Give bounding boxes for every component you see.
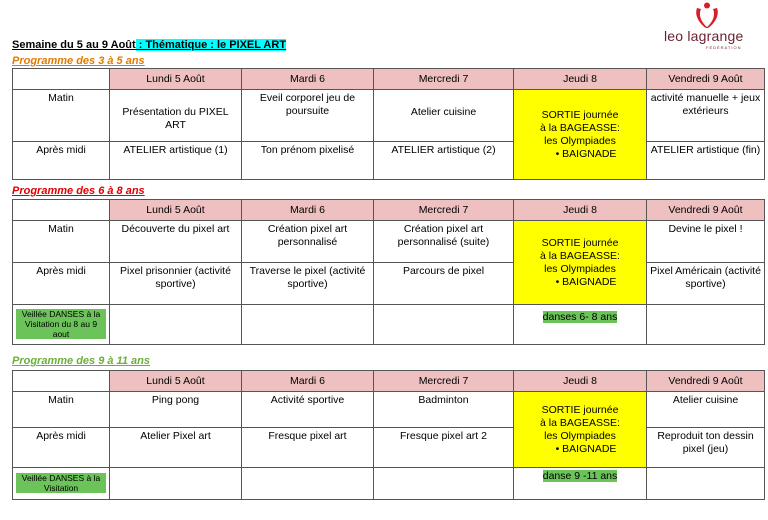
schedule-3-5 <box>12 68 765 180</box>
sortie-bullet: • BAIGNADE <box>555 275 617 288</box>
danses-cell <box>514 468 647 500</box>
veillee-cell <box>13 305 110 345</box>
veillee-label: Veillée DANSES à la Visitation <box>16 473 106 493</box>
row-label-matin: Matin <box>13 392 110 428</box>
activity-cell: Ping pong <box>110 392 242 428</box>
day-header: Mercredi 7 <box>374 371 514 392</box>
week-title: Semaine du 5 au 9 Août <box>12 39 136 51</box>
veillee-label: Veillée DANSES à la Visitation du 8 au 9 aout <box>16 309 106 339</box>
veillee-cell <box>13 468 110 500</box>
day-header: Vendredi 9 Août <box>647 200 765 221</box>
activity-cell: Ton prénom pixelisé <box>242 142 374 180</box>
activity-cell: ATELIER artistique (fin) <box>647 142 765 180</box>
empty-cell <box>647 468 765 500</box>
programme-3-5-title: Programme des 3 à 5 ans <box>12 55 145 67</box>
empty-cell <box>242 305 374 345</box>
sortie-line: à la BAGEASSE: <box>540 249 620 262</box>
empty-cell <box>374 468 514 500</box>
sortie-line: à la BAGEASSE: <box>540 416 620 429</box>
logo-subtitle: FÉDÉRATION <box>706 45 742 50</box>
day-header: Mercredi 7 <box>374 200 514 221</box>
day-header: Mercredi 7 <box>374 69 514 90</box>
corner-cell <box>13 69 110 90</box>
activity-cell: Atelier cuisine <box>374 90 514 142</box>
row-label-matin: Matin <box>13 221 110 263</box>
day-header: Jeudi 8 <box>514 200 647 221</box>
activity-cell: Eveil corporel jeu de poursuite <box>242 90 374 142</box>
activity-cell: Création pixel art personnalisé (suite) <box>374 221 514 263</box>
activity-cell: activité manuelle + jeux extérieurs <box>647 90 765 142</box>
corner-cell <box>13 371 110 392</box>
activity-cell: Reproduit ton dessin pixel (jeu) <box>647 428 765 468</box>
schedule-9-11 <box>12 370 765 500</box>
activity-cell: Atelier Pixel art <box>110 428 242 468</box>
day-header: Lundi 5 Août <box>110 69 242 90</box>
activity-cell: Pixel prisonnier (activité sportive) <box>110 263 242 305</box>
activity-cell: Atelier cuisine <box>647 392 765 428</box>
row-label-matin: Matin <box>13 90 110 142</box>
day-header: Mardi 6 <box>242 200 374 221</box>
day-header: Vendredi 9 Août <box>647 69 765 90</box>
sortie-line: les Olympiades <box>544 262 616 275</box>
sortie-cell <box>514 90 647 180</box>
activity-cell: Fresque pixel art 2 <box>374 428 514 468</box>
activity-cell: Activité sportive <box>242 392 374 428</box>
empty-cell <box>110 468 242 500</box>
sortie-line: SORTIE journée <box>541 108 619 121</box>
activity-cell: ATELIER artistique (2) <box>374 142 514 180</box>
page-header <box>12 39 286 51</box>
day-header: Jeudi 8 <box>514 371 647 392</box>
corner-cell <box>13 200 110 221</box>
activity-cell: Création pixel art personnalisé <box>242 221 374 263</box>
sortie-line: SORTIE journée <box>541 236 619 249</box>
activity-cell: Présentation du PIXEL ART <box>110 90 242 142</box>
activity-cell: Pixel Américain (activité sportive) <box>647 263 765 305</box>
day-header: Lundi 5 Août <box>110 371 242 392</box>
logo-mark-icon <box>692 2 722 30</box>
empty-cell <box>110 305 242 345</box>
theme-title: : Thématique : le PIXEL ART <box>135 39 287 51</box>
day-header: Jeudi 8 <box>514 69 647 90</box>
logo-wordmark: leo lagrange <box>664 28 744 44</box>
activity-cell: Parcours de pixel <box>374 263 514 305</box>
activity-cell: Badminton <box>374 392 514 428</box>
activity-cell: Fresque pixel art <box>242 428 374 468</box>
empty-cell <box>242 468 374 500</box>
sortie-cell <box>514 392 647 468</box>
sortie-line: à la BAGEASSE: <box>540 121 620 134</box>
sortie-bullet: • BAIGNADE <box>555 147 617 160</box>
schedule-6-8 <box>12 199 765 345</box>
sortie-line: les Olympiades <box>544 134 616 147</box>
programme-6-8-title: Programme des 6 à 8 ans <box>12 185 145 197</box>
danses-label: danse 9 -11 ans <box>542 470 618 482</box>
row-label-apres-midi: Après midi <box>13 263 110 305</box>
sortie-cell <box>514 221 647 305</box>
leo-lagrange-logo <box>664 2 744 52</box>
day-header: Mardi 6 <box>242 371 374 392</box>
day-header: Lundi 5 Août <box>110 200 242 221</box>
activity-cell: ATELIER artistique (1) <box>110 142 242 180</box>
danses-label: danses 6- 8 ans <box>542 311 618 323</box>
activity-cell: Découverte du pixel art <box>110 221 242 263</box>
danses-cell <box>514 305 647 345</box>
row-label-apres-midi: Après midi <box>13 142 110 180</box>
day-header: Mardi 6 <box>242 69 374 90</box>
day-header: Vendredi 9 Août <box>647 371 765 392</box>
activity-cell: Devine le pixel ! <box>647 221 765 263</box>
sortie-line: les Olympiades <box>544 429 616 442</box>
sortie-bullet: • BAIGNADE <box>555 442 617 455</box>
programme-9-11-title: Programme des 9 à 11 ans <box>12 355 150 367</box>
empty-cell <box>374 305 514 345</box>
sortie-line: SORTIE journée <box>541 403 619 416</box>
empty-cell <box>647 305 765 345</box>
activity-cell: Traverse le pixel (activité sportive) <box>242 263 374 305</box>
row-label-apres-midi: Après midi <box>13 428 110 468</box>
